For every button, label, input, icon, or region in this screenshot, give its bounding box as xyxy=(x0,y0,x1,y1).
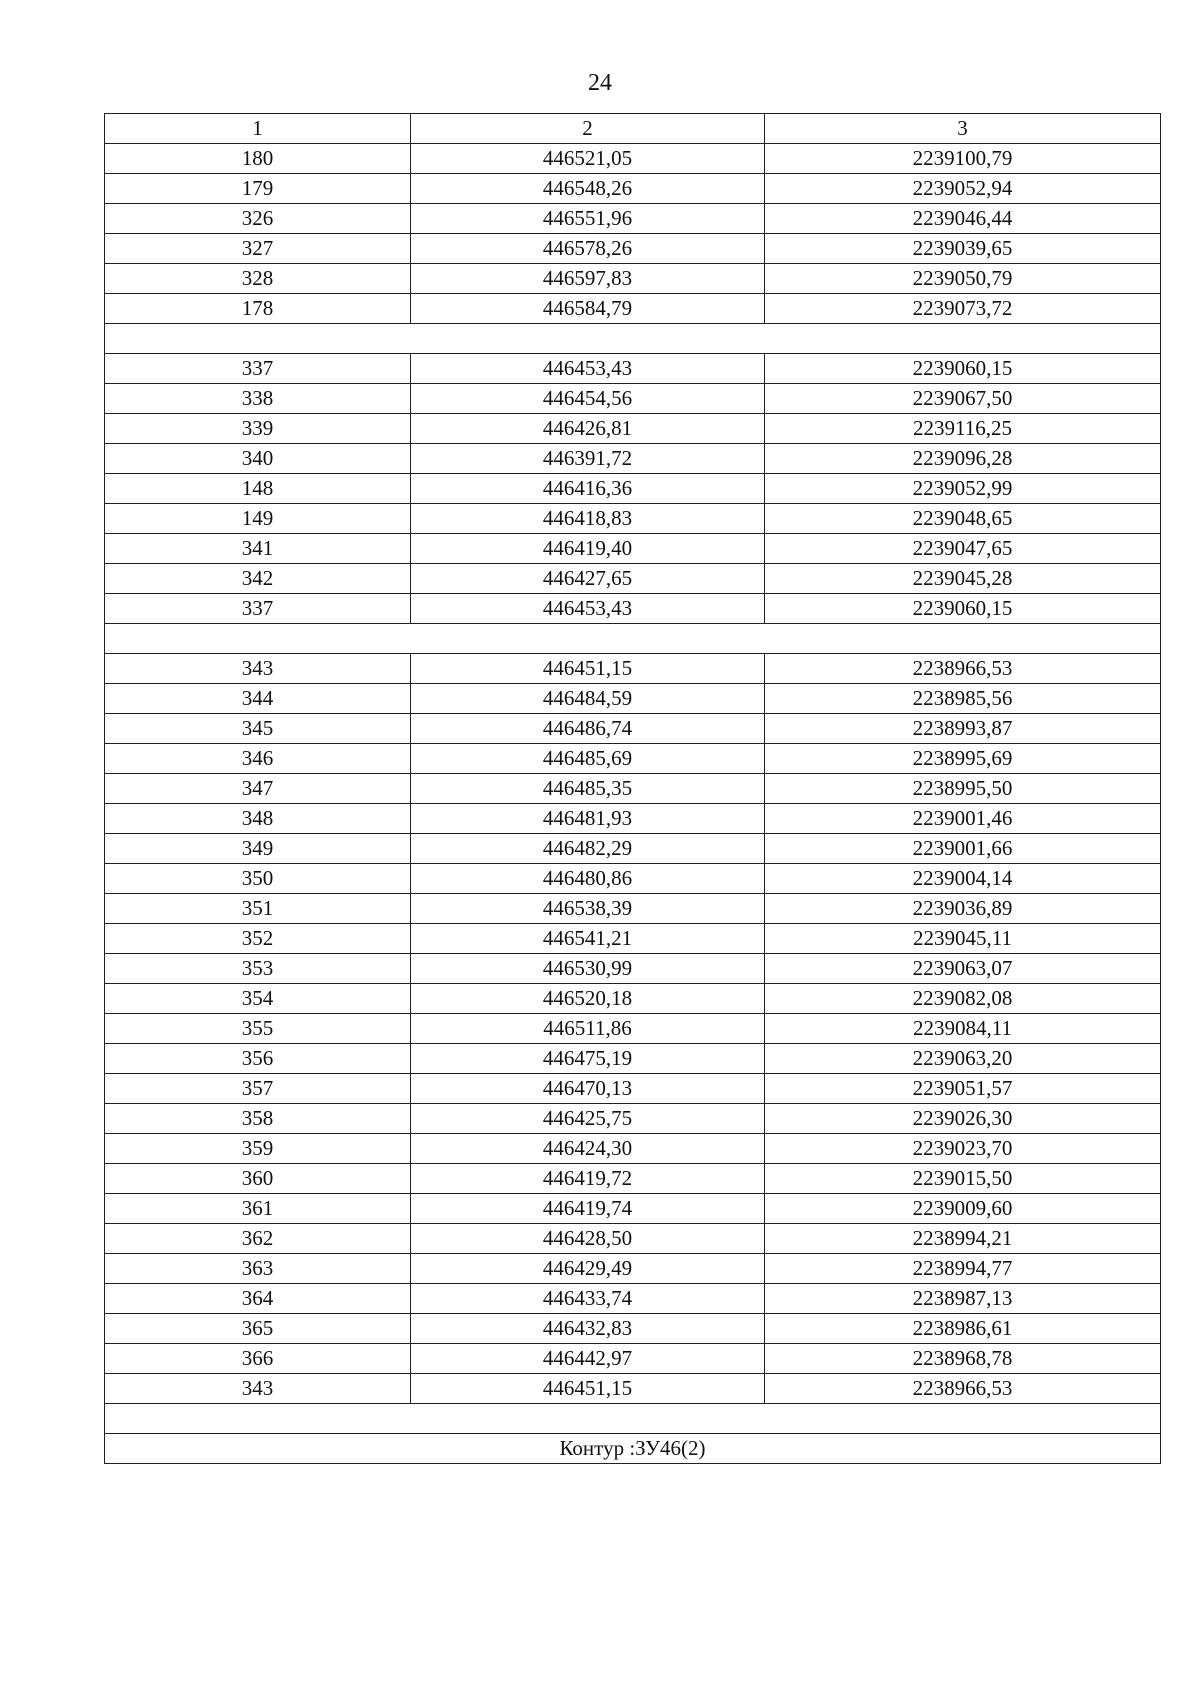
x-coordinate-cell: 446511,86 xyxy=(411,1014,765,1044)
separator-cell xyxy=(105,1404,1161,1434)
x-coordinate-cell: 446541,21 xyxy=(411,924,765,954)
x-coordinate-cell: 446424,30 xyxy=(411,1134,765,1164)
point-number-cell: 341 xyxy=(105,534,411,564)
y-coordinate-cell: 2239063,20 xyxy=(765,1044,1161,1074)
table-row xyxy=(105,1134,1161,1164)
table-row xyxy=(105,684,1161,714)
point-number-cell: 328 xyxy=(105,264,411,294)
point-number-cell: 180 xyxy=(105,144,411,174)
x-coordinate-cell: 446548,26 xyxy=(411,174,765,204)
x-coordinate-cell: 446425,75 xyxy=(411,1104,765,1134)
coordinates-table xyxy=(104,113,1161,1464)
point-number-cell: 363 xyxy=(105,1254,411,1284)
y-coordinate-cell: 2239060,15 xyxy=(765,594,1161,624)
y-coordinate-cell: 2238968,78 xyxy=(765,1344,1161,1374)
point-number-cell: 364 xyxy=(105,1284,411,1314)
header-row xyxy=(105,114,1161,144)
y-coordinate-cell: 2238966,53 xyxy=(765,1374,1161,1404)
x-coordinate-cell: 446419,72 xyxy=(411,1164,765,1194)
point-number-cell: 353 xyxy=(105,954,411,984)
x-coordinate-cell: 446480,86 xyxy=(411,864,765,894)
table-row xyxy=(105,1074,1161,1104)
x-coordinate-cell: 446433,74 xyxy=(411,1284,765,1314)
contour-label: Контур :ЗУ46(2) xyxy=(105,1434,1161,1464)
x-coordinate-cell: 446453,43 xyxy=(411,354,765,384)
y-coordinate-cell: 2239001,46 xyxy=(765,804,1161,834)
x-coordinate-cell: 446419,40 xyxy=(411,534,765,564)
y-coordinate-cell: 2239048,65 xyxy=(765,504,1161,534)
y-coordinate-cell: 2238993,87 xyxy=(765,714,1161,744)
x-coordinate-cell: 446427,65 xyxy=(411,564,765,594)
table-row xyxy=(105,864,1161,894)
point-number-cell: 343 xyxy=(105,654,411,684)
x-coordinate-cell: 446485,35 xyxy=(411,774,765,804)
point-number-cell: 352 xyxy=(105,924,411,954)
table-row xyxy=(105,444,1161,474)
table-row xyxy=(105,1104,1161,1134)
table-row xyxy=(105,804,1161,834)
separator-cell xyxy=(105,624,1161,654)
column-header: 2 xyxy=(411,114,765,144)
table-row xyxy=(105,294,1161,324)
x-coordinate-cell: 446432,83 xyxy=(411,1314,765,1344)
x-coordinate-cell: 446551,96 xyxy=(411,204,765,234)
table-row xyxy=(105,1044,1161,1074)
y-coordinate-cell: 2239082,08 xyxy=(765,984,1161,1014)
x-coordinate-cell: 446521,05 xyxy=(411,144,765,174)
y-coordinate-cell: 2239073,72 xyxy=(765,294,1161,324)
table-row xyxy=(105,954,1161,984)
point-number-cell: 360 xyxy=(105,1164,411,1194)
separator-cell xyxy=(105,324,1161,354)
table-row xyxy=(105,834,1161,864)
y-coordinate-cell: 2239051,57 xyxy=(765,1074,1161,1104)
point-number-cell: 326 xyxy=(105,204,411,234)
point-number-cell: 347 xyxy=(105,774,411,804)
table-row xyxy=(105,1344,1161,1374)
point-number-cell: 356 xyxy=(105,1044,411,1074)
table-row xyxy=(105,474,1161,504)
column-header: 1 xyxy=(105,114,411,144)
y-coordinate-cell: 2239047,65 xyxy=(765,534,1161,564)
point-number-cell: 343 xyxy=(105,1374,411,1404)
y-coordinate-cell: 2239084,11 xyxy=(765,1014,1161,1044)
x-coordinate-cell: 446470,13 xyxy=(411,1074,765,1104)
y-coordinate-cell: 2239052,99 xyxy=(765,474,1161,504)
point-number-cell: 327 xyxy=(105,234,411,264)
point-number-cell: 337 xyxy=(105,594,411,624)
y-coordinate-cell: 2238987,13 xyxy=(765,1284,1161,1314)
table-row xyxy=(105,1194,1161,1224)
separator-row xyxy=(105,324,1161,354)
y-coordinate-cell: 2239045,11 xyxy=(765,924,1161,954)
y-coordinate-cell: 2239026,30 xyxy=(765,1104,1161,1134)
y-coordinate-cell: 2239045,28 xyxy=(765,564,1161,594)
x-coordinate-cell: 446538,39 xyxy=(411,894,765,924)
point-number-cell: 340 xyxy=(105,444,411,474)
point-number-cell: 366 xyxy=(105,1344,411,1374)
table-row xyxy=(105,174,1161,204)
table-row xyxy=(105,774,1161,804)
point-number-cell: 149 xyxy=(105,504,411,534)
y-coordinate-cell: 2238995,50 xyxy=(765,774,1161,804)
x-coordinate-cell: 446418,83 xyxy=(411,504,765,534)
y-coordinate-cell: 2238985,56 xyxy=(765,684,1161,714)
y-coordinate-cell: 2239100,79 xyxy=(765,144,1161,174)
y-coordinate-cell: 2239060,15 xyxy=(765,354,1161,384)
table-row xyxy=(105,1224,1161,1254)
y-coordinate-cell: 2238986,61 xyxy=(765,1314,1161,1344)
point-number-cell: 148 xyxy=(105,474,411,504)
y-coordinate-cell: 2239067,50 xyxy=(765,384,1161,414)
y-coordinate-cell: 2239023,70 xyxy=(765,1134,1161,1164)
point-number-cell: 344 xyxy=(105,684,411,714)
x-coordinate-cell: 446416,36 xyxy=(411,474,765,504)
x-coordinate-cell: 446475,19 xyxy=(411,1044,765,1074)
y-coordinate-cell: 2239036,89 xyxy=(765,894,1161,924)
y-coordinate-cell: 2239039,65 xyxy=(765,234,1161,264)
table-row xyxy=(105,744,1161,774)
y-coordinate-cell: 2239050,79 xyxy=(765,264,1161,294)
point-number-cell: 354 xyxy=(105,984,411,1014)
column-header: 3 xyxy=(765,114,1161,144)
table-row xyxy=(105,714,1161,744)
page-number: 24 xyxy=(588,70,612,96)
x-coordinate-cell: 446584,79 xyxy=(411,294,765,324)
table-row xyxy=(105,564,1161,594)
x-coordinate-cell: 446520,18 xyxy=(411,984,765,1014)
point-number-cell: 357 xyxy=(105,1074,411,1104)
x-coordinate-cell: 446453,43 xyxy=(411,594,765,624)
point-number-cell: 337 xyxy=(105,354,411,384)
point-number-cell: 345 xyxy=(105,714,411,744)
x-coordinate-cell: 446578,26 xyxy=(411,234,765,264)
x-coordinate-cell: 446426,81 xyxy=(411,414,765,444)
table-row xyxy=(105,894,1161,924)
table-row xyxy=(105,234,1161,264)
x-coordinate-cell: 446391,72 xyxy=(411,444,765,474)
x-coordinate-cell: 446486,74 xyxy=(411,714,765,744)
point-number-cell: 359 xyxy=(105,1134,411,1164)
x-coordinate-cell: 446597,83 xyxy=(411,264,765,294)
y-coordinate-cell: 2239116,25 xyxy=(765,414,1161,444)
table-row xyxy=(105,264,1161,294)
table-row xyxy=(105,504,1161,534)
table-row xyxy=(105,1164,1161,1194)
table-row xyxy=(105,384,1161,414)
x-coordinate-cell: 446429,49 xyxy=(411,1254,765,1284)
point-number-cell: 349 xyxy=(105,834,411,864)
table-row xyxy=(105,414,1161,444)
y-coordinate-cell: 2238995,69 xyxy=(765,744,1161,774)
point-number-cell: 351 xyxy=(105,894,411,924)
table-row xyxy=(105,984,1161,1014)
y-coordinate-cell: 2239015,50 xyxy=(765,1164,1161,1194)
table-row xyxy=(105,1284,1161,1314)
x-coordinate-cell: 446454,56 xyxy=(411,384,765,414)
x-coordinate-cell: 446419,74 xyxy=(411,1194,765,1224)
y-coordinate-cell: 2239063,07 xyxy=(765,954,1161,984)
table-row xyxy=(105,924,1161,954)
x-coordinate-cell: 446482,29 xyxy=(411,834,765,864)
point-number-cell: 178 xyxy=(105,294,411,324)
table-row xyxy=(105,1254,1161,1284)
separator-row xyxy=(105,1404,1161,1434)
x-coordinate-cell: 446530,99 xyxy=(411,954,765,984)
y-coordinate-cell: 2239004,14 xyxy=(765,864,1161,894)
point-number-cell: 338 xyxy=(105,384,411,414)
table-row xyxy=(105,144,1161,174)
point-number-cell: 346 xyxy=(105,744,411,774)
point-number-cell: 179 xyxy=(105,174,411,204)
x-coordinate-cell: 446451,15 xyxy=(411,1374,765,1404)
y-coordinate-cell: 2239001,66 xyxy=(765,834,1161,864)
table-row xyxy=(105,1014,1161,1044)
point-number-cell: 342 xyxy=(105,564,411,594)
y-coordinate-cell: 2239009,60 xyxy=(765,1194,1161,1224)
x-coordinate-cell: 446481,93 xyxy=(411,804,765,834)
table-row xyxy=(105,654,1161,684)
x-coordinate-cell: 446451,15 xyxy=(411,654,765,684)
table-row xyxy=(105,594,1161,624)
table-row xyxy=(105,534,1161,564)
contour-row xyxy=(105,1434,1161,1464)
point-number-cell: 339 xyxy=(105,414,411,444)
point-number-cell: 365 xyxy=(105,1314,411,1344)
table-row xyxy=(105,204,1161,234)
y-coordinate-cell: 2239096,28 xyxy=(765,444,1161,474)
y-coordinate-cell: 2238994,77 xyxy=(765,1254,1161,1284)
separator-row xyxy=(105,624,1161,654)
y-coordinate-cell: 2239046,44 xyxy=(765,204,1161,234)
y-coordinate-cell: 2239052,94 xyxy=(765,174,1161,204)
table-row xyxy=(105,1314,1161,1344)
point-number-cell: 361 xyxy=(105,1194,411,1224)
table-row xyxy=(105,354,1161,384)
point-number-cell: 348 xyxy=(105,804,411,834)
y-coordinate-cell: 2238966,53 xyxy=(765,654,1161,684)
x-coordinate-cell: 446485,69 xyxy=(411,744,765,774)
x-coordinate-cell: 446484,59 xyxy=(411,684,765,714)
y-coordinate-cell: 2238994,21 xyxy=(765,1224,1161,1254)
point-number-cell: 362 xyxy=(105,1224,411,1254)
point-number-cell: 350 xyxy=(105,864,411,894)
x-coordinate-cell: 446442,97 xyxy=(411,1344,765,1374)
point-number-cell: 355 xyxy=(105,1014,411,1044)
x-coordinate-cell: 446428,50 xyxy=(411,1224,765,1254)
point-number-cell: 358 xyxy=(105,1104,411,1134)
table-row xyxy=(105,1374,1161,1404)
